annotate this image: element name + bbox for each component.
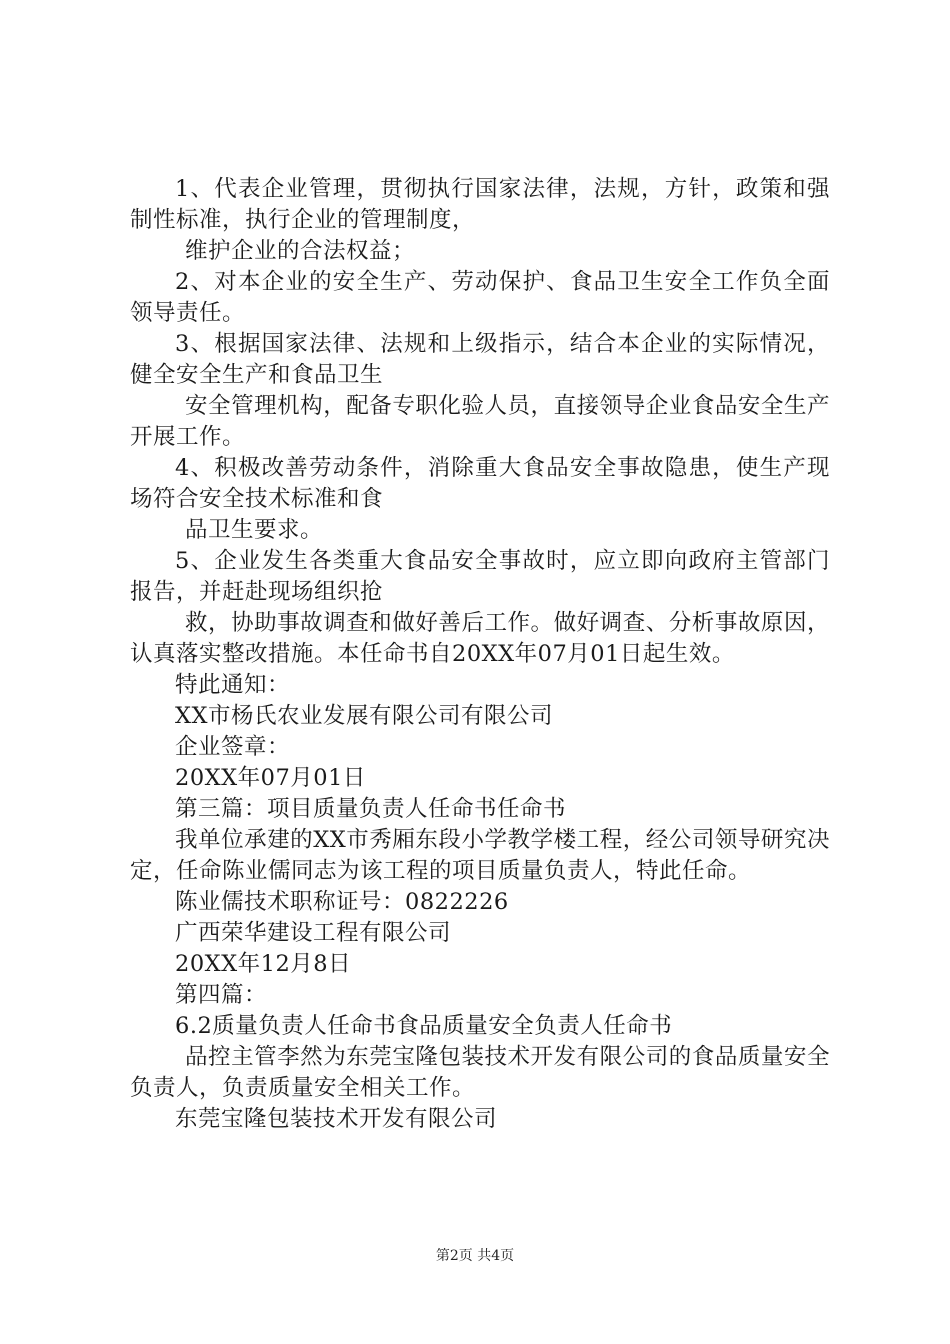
- paragraph: 4、积极改善劳动条件，消除重大食品安全事故隐患，使生产现场符合安全技术标准和食: [130, 455, 830, 512]
- paragraph: 2、对本企业的安全生产、劳动保护、食品卫生安全工作负全面领导责任。: [130, 269, 830, 326]
- section-heading: 第三篇：项目质量负责人任命书任命书: [175, 796, 567, 822]
- date-line: 20XX年07月01日: [175, 765, 366, 791]
- company-name: XX市杨氏农业发展有限公司有限公司: [175, 703, 554, 729]
- paragraph: 维护企业的合法权益；: [185, 238, 416, 264]
- notice-line: 特此通知：: [175, 672, 291, 698]
- section-heading: 第四篇：: [175, 982, 268, 1008]
- document-body: [130, 174, 830, 1135]
- paragraph: 我单位承建的XX市秀厢东段小学教学楼工程，经公司领导研究决定，任命陈业儒同志为该工程的项目质量负责人，特此任命。: [130, 827, 830, 884]
- page-footer: 第2页 共4页: [435, 1248, 515, 1264]
- paragraph: 安全管理机构，配备专职化验人员，直接领导企业食品安全生产开展工作。: [130, 393, 830, 450]
- paragraph: 5、企业发生各类重大食品安全事故时，应立即向政府主管部门报告，并赶赴现场组织抢: [130, 548, 830, 605]
- paragraph: 救，协助事故调查和做好善后工作。做好调查、分析事故原因，认真落实整改措施。本任命书自20XX年07月01日起生效。: [130, 610, 830, 667]
- paragraph: 品卫生要求。: [185, 517, 324, 543]
- paragraph: 3、根据国家法律、法规和上级指示，结合本企业的实际情况，健全安全生产和食品卫生: [130, 331, 830, 388]
- date-line: 20XX年12月8日: [175, 951, 352, 977]
- company-name: 广西荣华建设工程有限公司: [175, 920, 452, 946]
- paragraph: 品控主管李然为东莞宝隆包装技术开发有限公司的食品质量安全负责人，负责质量安全相关工作。: [130, 1044, 830, 1101]
- certificate-number: 陈业儒技术职称证号：0822226: [175, 889, 509, 915]
- seal-label: 企业签章：: [175, 734, 291, 760]
- paragraph: 1、代表企业管理，贯彻执行国家法律，法规，方针，政策和强制性标准，执行企业的管理制度，: [130, 176, 830, 233]
- section-subheading: 6.2质量负责人任命书食品质量安全负责人任命书: [175, 1013, 673, 1039]
- company-name: 东莞宝隆包装技术开发有限公司: [175, 1106, 498, 1132]
